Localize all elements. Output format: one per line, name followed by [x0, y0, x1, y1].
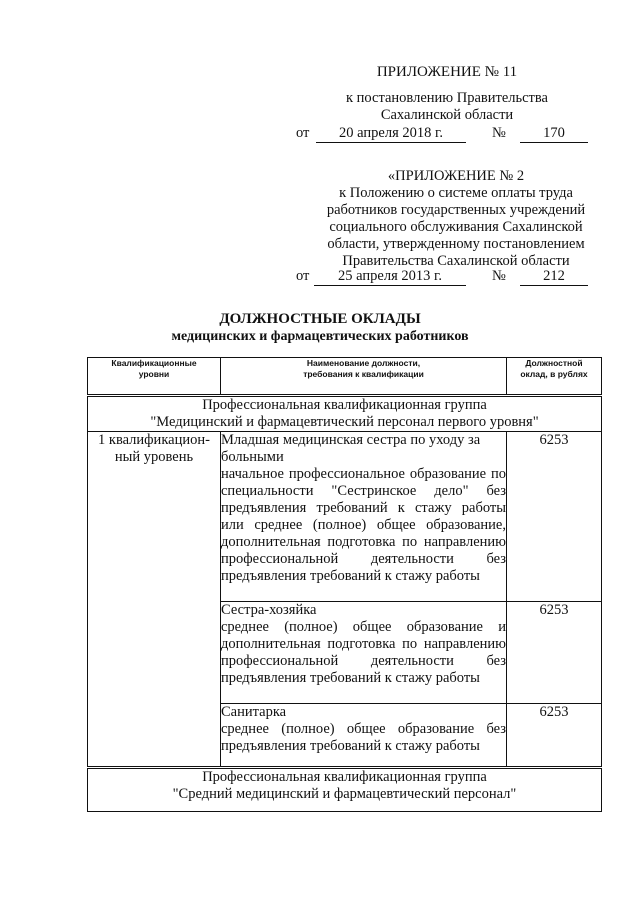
appendix-2-line5: области, утвержденному постановлением [327, 236, 585, 252]
level-1-line1: 1 квалификацион- [98, 432, 210, 448]
header-col1-line2: уровни [138, 369, 170, 379]
position-name: Сестра-хозяйка [221, 602, 317, 618]
appendix-11-basis [312, 90, 582, 124]
table-header-row [88, 358, 602, 396]
position-name: Младшая медицинская сестра по уходу за больными [221, 432, 481, 465]
header-col1-line1: Квалификационные [111, 358, 197, 368]
position-description [221, 704, 507, 768]
position-salary: 6253 [507, 704, 602, 768]
appendix-2-block [298, 168, 614, 270]
header-col2-line1: Наименование должности, [306, 358, 421, 368]
document-subtitle: медицинских и фармацевтических работников [171, 329, 469, 344]
appendix-2-date: 25 апреля 2013 г. [314, 268, 466, 286]
qualification-level-1 [88, 432, 221, 768]
appendix-11-number-label: № [492, 125, 506, 141]
header-qualification-levels [88, 358, 221, 396]
position-requirements: начальное профессиональное образование по специальности "Сестринское дело" без предъявления требований к стажу работы или среднее (полное) общее образование, дополнительная подготовка по направлению профессиональной деятельности без предъявления требований к стажу работы [221, 466, 506, 584]
appendix-11-date-line [296, 125, 596, 143]
appendix-2-date-line [296, 268, 596, 286]
table-row [88, 432, 602, 602]
group-2-line1: Профессиональная квалификационная группа [202, 769, 487, 785]
position-salary: 6253 [507, 432, 602, 602]
group-1-line2: "Медицинский и фармацевтический персонал первого уровня" [150, 414, 539, 430]
appendix-2-line4: социального обслуживания Сахалинской [329, 219, 583, 235]
position-requirements: среднее (полное) общее образование и дополнительная подготовка по направлению профессиональной деятельности без предъявления требований к стажу работы [221, 619, 506, 686]
appendix-11-number: 170 [520, 125, 588, 143]
header-col3-line2: оклад, в рублях [520, 369, 588, 379]
position-name: Санитарка [221, 704, 287, 720]
appendix-11-title: ПРИЛОЖЕНИЕ № 11 [376, 64, 518, 80]
appendix-11-from-label: от [296, 125, 310, 141]
appendix-2-number: 212 [520, 268, 588, 286]
professional-group-2 [88, 768, 602, 812]
header-col3-line1: Должностной [525, 358, 583, 368]
appendix-11-basis-line2: Сахалинской области [380, 107, 514, 123]
professional-group-1 [88, 396, 602, 432]
group-2-line2: "Средний медицинский и фармацевтический персонал" [172, 786, 517, 802]
header-position-name [221, 358, 507, 396]
salary-table [87, 357, 602, 812]
document-title: ДОЛЖНОСТНЫЕ ОКЛАДЫ [219, 311, 421, 327]
appendix-2-line6: Правительства Сахалинской области [342, 253, 570, 269]
level-1-line2: ный уровень [114, 449, 194, 465]
appendix-2-line3: работников государственных учреждений [326, 202, 586, 218]
appendix-2-line1: «ПРИЛОЖЕНИЕ № 2 [387, 168, 525, 184]
table-row [88, 768, 602, 812]
position-description [221, 432, 507, 602]
position-description [221, 602, 507, 704]
position-salary: 6253 [507, 602, 602, 704]
appendix-11-basis-line1: к постановлению Правительства [346, 90, 548, 106]
position-requirements: среднее (полное) общее образование без предъявления требований к стажу работы [221, 721, 506, 754]
group-1-line1: Профессиональная квалификационная группа [202, 397, 487, 413]
appendix-11-date: 20 апреля 2018 г. [316, 125, 466, 143]
header-salary [507, 358, 602, 396]
appendix-2-number-label: № [492, 268, 506, 284]
header-col2-line2: требования к квалификации [303, 369, 424, 379]
appendix-2-from-label: от [296, 268, 310, 284]
table-row [88, 396, 602, 432]
appendix-2-line2: к Положению о системе оплаты труда [339, 185, 573, 201]
